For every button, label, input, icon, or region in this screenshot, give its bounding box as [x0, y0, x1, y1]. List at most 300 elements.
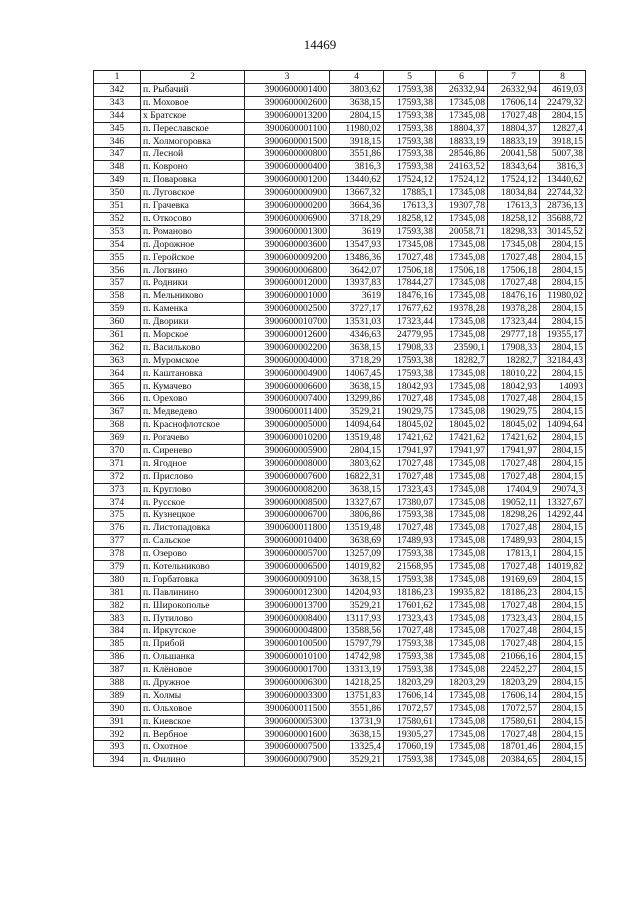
- table-row: [94, 303, 586, 316]
- cell-value-8: 2804,15: [540, 663, 586, 676]
- cell-code: 3900600012600: [245, 328, 330, 341]
- cell-value-5: 17506,18: [384, 264, 436, 277]
- cell-row-number: 367: [94, 406, 141, 419]
- cell-value-7: 17524,12: [488, 174, 540, 187]
- cell-value-8: 2804,15: [540, 470, 586, 483]
- cell-value-4: 13117,93: [330, 612, 384, 625]
- cell-settlement-name: п. Каштановка: [141, 367, 245, 380]
- cell-settlement-name: п. Каменка: [141, 303, 245, 316]
- cell-row-number: 393: [94, 741, 141, 754]
- cell-value-6: 17345,08: [436, 457, 488, 470]
- cell-value-5: 18042,93: [384, 380, 436, 393]
- cell-settlement-name: п. Орехово: [141, 393, 245, 406]
- table-row: [94, 599, 586, 612]
- cell-value-8: 2804,15: [540, 406, 586, 419]
- cell-settlement-name: п. Русское: [141, 496, 245, 509]
- table-row: [94, 264, 586, 277]
- cell-value-4: 14742,98: [330, 651, 384, 664]
- cell-row-number: 355: [94, 251, 141, 264]
- cell-value-8: 2804,15: [540, 651, 586, 664]
- cell-value-4: 3638,15: [330, 96, 384, 109]
- cell-value-6: 17345,08: [436, 483, 488, 496]
- table-body: [94, 83, 586, 766]
- cell-value-5: 17593,38: [384, 663, 436, 676]
- cell-settlement-name: п. Логвино: [141, 264, 245, 277]
- cell-value-4: 4346,63: [330, 328, 384, 341]
- cell-value-5: 17345,08: [384, 238, 436, 251]
- cell-row-number: 344: [94, 109, 141, 122]
- cell-settlement-name: п. Павлинино: [141, 586, 245, 599]
- cell-value-5: 17941,97: [384, 444, 436, 457]
- cell-code: 3900600011400: [245, 406, 330, 419]
- cell-settlement-name: п. Широкополье: [141, 599, 245, 612]
- table-row: [94, 638, 586, 651]
- cell-value-7: 17580,61: [488, 715, 540, 728]
- cell-value-4: 3727,17: [330, 303, 384, 316]
- cell-code: 3900600009100: [245, 573, 330, 586]
- cell-value-5: 17601,62: [384, 599, 436, 612]
- cell-value-4: 14019,82: [330, 560, 384, 573]
- cell-code: 3900600005700: [245, 547, 330, 560]
- cell-value-8: 14019,82: [540, 560, 586, 573]
- cell-value-7: 17027,48: [488, 599, 540, 612]
- cell-row-number: 352: [94, 212, 141, 225]
- cell-code: 3900600006900: [245, 212, 330, 225]
- cell-value-8: 14093: [540, 380, 586, 393]
- cell-value-7: 18186,23: [488, 586, 540, 599]
- cell-value-8: 2804,15: [540, 341, 586, 354]
- cell-value-5: 17060,19: [384, 741, 436, 754]
- cell-code: 3900600008400: [245, 612, 330, 625]
- cell-row-number: 361: [94, 328, 141, 341]
- cell-value-8: 2804,15: [540, 547, 586, 560]
- cell-value-7: 19169,69: [488, 573, 540, 586]
- table-row: [94, 367, 586, 380]
- cell-settlement-name: п. Вербное: [141, 728, 245, 741]
- cell-value-4: 3664,36: [330, 199, 384, 212]
- cell-row-number: 348: [94, 161, 141, 174]
- cell-value-4: 14204,93: [330, 586, 384, 599]
- cell-settlement-name: п. Геройское: [141, 251, 245, 264]
- cell-value-8: 2804,15: [540, 586, 586, 599]
- cell-value-4: 13519,48: [330, 522, 384, 535]
- cell-value-8: 2804,15: [540, 238, 586, 251]
- cell-row-number: 391: [94, 715, 141, 728]
- cell-settlement-name: п. Кузнецкое: [141, 509, 245, 522]
- page-number: 14469: [303, 37, 337, 52]
- table-row: [94, 199, 586, 212]
- cell-value-8: 2804,15: [540, 277, 586, 290]
- cell-code: 3900600005000: [245, 419, 330, 432]
- cell-settlement-name: п. Клёновое: [141, 663, 245, 676]
- cell-value-4: 16822,31: [330, 470, 384, 483]
- cell-value-6: 17345,08: [436, 393, 488, 406]
- cell-settlement-name: п. Медведево: [141, 406, 245, 419]
- cell-code: 3900600003300: [245, 689, 330, 702]
- cell-row-number: 353: [94, 225, 141, 238]
- cell-row-number: 387: [94, 663, 141, 676]
- cell-settlement-name: п. Кумачево: [141, 380, 245, 393]
- cell-value-7: 17506,18: [488, 264, 540, 277]
- cell-settlement-name: п. Рогачево: [141, 431, 245, 444]
- cell-settlement-name: п. Филино: [141, 754, 245, 767]
- cell-code: 3900600013200: [245, 109, 330, 122]
- cell-value-7: 20041,58: [488, 148, 540, 161]
- cell-value-8: 19355,17: [540, 328, 586, 341]
- cell-value-6: 17345,08: [436, 741, 488, 754]
- cell-row-number: 343: [94, 96, 141, 109]
- table-row: [94, 509, 586, 522]
- data-table: [93, 70, 586, 767]
- table-row: [94, 212, 586, 225]
- cell-settlement-name: п. Сиренево: [141, 444, 245, 457]
- cell-row-number: 342: [94, 83, 141, 96]
- cell-value-6: 17345,08: [436, 638, 488, 651]
- cell-settlement-name: п. Котельниково: [141, 560, 245, 573]
- cell-code: 3900600005900: [245, 444, 330, 457]
- cell-value-6: 17345,08: [436, 599, 488, 612]
- cell-settlement-name: п. Луговское: [141, 187, 245, 200]
- cell-value-7: 18042,93: [488, 380, 540, 393]
- cell-code: 3900600011800: [245, 522, 330, 535]
- cell-value-4: 3619: [330, 225, 384, 238]
- cell-settlement-name: п. Откосово: [141, 212, 245, 225]
- cell-settlement-name: п. Сальское: [141, 535, 245, 548]
- cell-value-6: 17345,08: [436, 547, 488, 560]
- table-row: [94, 457, 586, 470]
- cell-row-number: 345: [94, 122, 141, 135]
- cell-row-number: 377: [94, 535, 141, 548]
- cell-value-6: 17345,08: [436, 702, 488, 715]
- cell-row-number: 347: [94, 148, 141, 161]
- cell-value-8: 35688,72: [540, 212, 586, 225]
- cell-value-7: 18258,12: [488, 212, 540, 225]
- cell-value-5: 17027,48: [384, 625, 436, 638]
- cell-value-5: 19029,75: [384, 406, 436, 419]
- cell-code: 3900600001700: [245, 663, 330, 676]
- cell-value-6: 17345,08: [436, 651, 488, 664]
- cell-value-7: 19029,75: [488, 406, 540, 419]
- cell-value-6: 18045,02: [436, 419, 488, 432]
- cell-value-6: 18804,37: [436, 122, 488, 135]
- table-row: [94, 444, 586, 457]
- cell-value-4: 3638,69: [330, 535, 384, 548]
- cell-value-8: 2804,15: [540, 109, 586, 122]
- cell-row-number: 354: [94, 238, 141, 251]
- cell-settlement-name: п. Дружное: [141, 676, 245, 689]
- cell-value-5: 19305,27: [384, 728, 436, 741]
- table-row: [94, 122, 586, 135]
- cell-value-8: 22479,32: [540, 96, 586, 109]
- cell-value-7: 17027,48: [488, 522, 540, 535]
- cell-value-5: 24779,95: [384, 328, 436, 341]
- cell-value-7: 18343,64: [488, 161, 540, 174]
- cell-value-6: 17345,08: [436, 212, 488, 225]
- cell-value-6: 17345,08: [436, 625, 488, 638]
- table-row: [94, 83, 586, 96]
- cell-row-number: 351: [94, 199, 141, 212]
- cell-code: 3900600005300: [245, 715, 330, 728]
- cell-value-6: 17345,08: [436, 522, 488, 535]
- cell-value-5: 17027,48: [384, 470, 436, 483]
- cell-value-7: 26332,94: [488, 83, 540, 96]
- cell-row-number: 349: [94, 174, 141, 187]
- cell-value-4: 3638,15: [330, 573, 384, 586]
- table-row: [94, 393, 586, 406]
- table-row: [94, 689, 586, 702]
- table-header-row: [94, 71, 586, 84]
- cell-settlement-name: п. Ковроно: [141, 161, 245, 174]
- table-row: [94, 741, 586, 754]
- cell-value-7: 18701,46: [488, 741, 540, 754]
- table-row: [94, 174, 586, 187]
- cell-row-number: 383: [94, 612, 141, 625]
- cell-value-6: 17506,18: [436, 264, 488, 277]
- cell-row-number: 376: [94, 522, 141, 535]
- cell-value-4: 3619: [330, 290, 384, 303]
- cell-code: 3900600010400: [245, 535, 330, 548]
- cell-value-7: 17613,3: [488, 199, 540, 212]
- cell-value-5: 17323,44: [384, 315, 436, 328]
- cell-value-4: 3718,29: [330, 354, 384, 367]
- cell-value-5: 17027,48: [384, 522, 436, 535]
- cell-value-4: 13588,56: [330, 625, 384, 638]
- cell-row-number: 346: [94, 135, 141, 148]
- column-header-2: 2: [141, 71, 245, 84]
- cell-row-number: 394: [94, 754, 141, 767]
- cell-value-5: 17593,38: [384, 109, 436, 122]
- cell-value-4: 3806,86: [330, 509, 384, 522]
- cell-value-8: 12827,4: [540, 122, 586, 135]
- cell-code: 3900600010200: [245, 431, 330, 444]
- cell-settlement-name: п. Листопадовка: [141, 522, 245, 535]
- table-row: [94, 535, 586, 548]
- table-row: [94, 161, 586, 174]
- cell-value-8: 2804,15: [540, 728, 586, 741]
- cell-value-5: 17593,38: [384, 547, 436, 560]
- cell-value-8: 14094,64: [540, 419, 586, 432]
- cell-value-7: 18833,19: [488, 135, 540, 148]
- table-row: [94, 676, 586, 689]
- cell-value-5: 17885,1: [384, 187, 436, 200]
- cell-value-6: 17345,08: [436, 535, 488, 548]
- cell-value-7: 17404,9: [488, 483, 540, 496]
- column-header-5: 5: [384, 71, 436, 84]
- table-row: [94, 341, 586, 354]
- table-row: [94, 277, 586, 290]
- cell-code: 3900600001500: [245, 135, 330, 148]
- cell-value-8: 2804,15: [540, 444, 586, 457]
- cell-settlement-name: п. Родники: [141, 277, 245, 290]
- cell-value-5: 17489,93: [384, 535, 436, 548]
- cell-value-5: 17027,48: [384, 251, 436, 264]
- table-row: [94, 754, 586, 767]
- cell-value-7: 17027,48: [488, 470, 540, 483]
- cell-settlement-name: п. Переславское: [141, 122, 245, 135]
- cell-code: 3900600012300: [245, 586, 330, 599]
- table-row: [94, 560, 586, 573]
- cell-value-8: 32184,43: [540, 354, 586, 367]
- cell-value-7: 17323,43: [488, 612, 540, 625]
- cell-value-8: 2804,15: [540, 393, 586, 406]
- cell-value-8: 2804,15: [540, 251, 586, 264]
- cell-settlement-name: п. Краснофлотское: [141, 419, 245, 432]
- cell-row-number: 350: [94, 187, 141, 200]
- table-row: [94, 522, 586, 535]
- cell-code: 3900600007500: [245, 741, 330, 754]
- cell-value-7: 17027,48: [488, 625, 540, 638]
- cell-value-6: 17345,08: [436, 509, 488, 522]
- cell-value-8: 14292,44: [540, 509, 586, 522]
- cell-code: 3900600010700: [245, 315, 330, 328]
- cell-value-6: 28546,86: [436, 148, 488, 161]
- cell-value-6: 17345,08: [436, 251, 488, 264]
- cell-value-6: 20058,71: [436, 225, 488, 238]
- cell-value-7: 20384,65: [488, 754, 540, 767]
- cell-value-7: 19378,28: [488, 303, 540, 316]
- cell-row-number: 359: [94, 303, 141, 316]
- cell-value-8: 13440,62: [540, 174, 586, 187]
- cell-settlement-name: п. Горбатовка: [141, 573, 245, 586]
- cell-value-7: 17027,48: [488, 277, 540, 290]
- cell-value-5: 18203,29: [384, 676, 436, 689]
- cell-value-5: 17844,27: [384, 277, 436, 290]
- cell-value-5: 17593,38: [384, 161, 436, 174]
- cell-value-4: 14067,45: [330, 367, 384, 380]
- cell-row-number: 380: [94, 573, 141, 586]
- table-row: [94, 547, 586, 560]
- table-row: [94, 470, 586, 483]
- cell-value-6: 23590,1: [436, 341, 488, 354]
- cell-row-number: 366: [94, 393, 141, 406]
- cell-code: 3900600002500: [245, 303, 330, 316]
- cell-value-4: 13327,67: [330, 496, 384, 509]
- cell-value-6: 18203,29: [436, 676, 488, 689]
- cell-settlement-name: х Братское: [141, 109, 245, 122]
- cell-value-6: 17345,08: [436, 406, 488, 419]
- cell-value-7: 18282,7: [488, 354, 540, 367]
- cell-value-5: 17593,38: [384, 367, 436, 380]
- cell-value-8: 2804,15: [540, 638, 586, 651]
- table-row: [94, 651, 586, 664]
- table-row: [94, 187, 586, 200]
- cell-value-8: 4619,03: [540, 83, 586, 96]
- cell-value-6: 17345,08: [436, 380, 488, 393]
- cell-settlement-name: п. Муромское: [141, 354, 245, 367]
- cell-value-5: 17606,14: [384, 689, 436, 702]
- cell-value-6: 18833,19: [436, 135, 488, 148]
- table-row: [94, 612, 586, 625]
- table-row: [94, 625, 586, 638]
- cell-value-4: 13731,9: [330, 715, 384, 728]
- cell-value-7: 18476,16: [488, 290, 540, 303]
- cell-value-4: 13325,4: [330, 741, 384, 754]
- cell-value-5: 17593,38: [384, 122, 436, 135]
- cell-value-7: 17606,14: [488, 96, 540, 109]
- cell-code: 3900600001100: [245, 122, 330, 135]
- table-row: [94, 109, 586, 122]
- cell-value-8: 2804,15: [540, 431, 586, 444]
- cell-settlement-name: п. Ягодное: [141, 457, 245, 470]
- table-row: [94, 251, 586, 264]
- table-row: [94, 715, 586, 728]
- cell-value-5: 17593,38: [384, 148, 436, 161]
- cell-value-6: 17941,97: [436, 444, 488, 457]
- cell-value-6: 26332,94: [436, 83, 488, 96]
- cell-value-8: 2804,15: [540, 535, 586, 548]
- cell-value-6: 17524,12: [436, 174, 488, 187]
- cell-value-7: 17027,48: [488, 638, 540, 651]
- cell-code: 3900600006300: [245, 676, 330, 689]
- cell-value-8: 2804,15: [540, 264, 586, 277]
- cell-code: 3900600012000: [245, 277, 330, 290]
- cell-settlement-name: п. Иркутское: [141, 625, 245, 638]
- cell-row-number: 368: [94, 419, 141, 432]
- cell-value-7: 19052,11: [488, 496, 540, 509]
- cell-value-8: 2804,15: [540, 612, 586, 625]
- cell-value-4: 3638,15: [330, 380, 384, 393]
- cell-value-4: 3638,15: [330, 341, 384, 354]
- table-row: [94, 135, 586, 148]
- cell-value-7: 21066,16: [488, 651, 540, 664]
- cell-value-4: 2804,15: [330, 109, 384, 122]
- cell-row-number: 379: [94, 560, 141, 573]
- cell-value-5: 17072,57: [384, 702, 436, 715]
- cell-value-5: 17593,38: [384, 638, 436, 651]
- cell-value-5: 17593,38: [384, 354, 436, 367]
- cell-value-6: 17345,08: [436, 315, 488, 328]
- cell-value-7: 22452,27: [488, 663, 540, 676]
- table-row: [94, 148, 586, 161]
- cell-row-number: 358: [94, 290, 141, 303]
- cell-code: 3900600100500: [245, 638, 330, 651]
- cell-value-6: 24163,52: [436, 161, 488, 174]
- cell-value-8: 2804,15: [540, 625, 586, 638]
- cell-value-7: 18203,29: [488, 676, 540, 689]
- cell-value-4: 13667,32: [330, 187, 384, 200]
- cell-value-4: 3529,21: [330, 406, 384, 419]
- column-header-1: 1: [94, 71, 141, 84]
- table-row: [94, 290, 586, 303]
- cell-row-number: 381: [94, 586, 141, 599]
- cell-value-8: 2804,15: [540, 367, 586, 380]
- table-row: [94, 586, 586, 599]
- cell-settlement-name: п. Прибой: [141, 638, 245, 651]
- cell-code: 3900600001600: [245, 728, 330, 741]
- cell-value-7: 29777,18: [488, 328, 540, 341]
- cell-value-8: 2804,15: [540, 315, 586, 328]
- cell-value-8: 2804,15: [540, 457, 586, 470]
- cell-settlement-name: п. Поваровка: [141, 174, 245, 187]
- cell-row-number: 382: [94, 599, 141, 612]
- cell-code: 3900600006600: [245, 380, 330, 393]
- cell-value-4: 13486,36: [330, 251, 384, 264]
- cell-value-8: 2804,15: [540, 754, 586, 767]
- cell-settlement-name: п. Васильково: [141, 341, 245, 354]
- cell-settlement-name: п. Дорожное: [141, 238, 245, 251]
- cell-settlement-name: п. Холмы: [141, 689, 245, 702]
- cell-code: 3900600000200: [245, 199, 330, 212]
- cell-value-8: 28736,13: [540, 199, 586, 212]
- cell-value-6: 17345,08: [436, 187, 488, 200]
- cell-value-8: 13327,67: [540, 496, 586, 509]
- cell-value-4: 11980,02: [330, 122, 384, 135]
- cell-row-number: 386: [94, 651, 141, 664]
- cell-value-5: 17580,61: [384, 715, 436, 728]
- table-row: [94, 238, 586, 251]
- cell-row-number: 388: [94, 676, 141, 689]
- cell-settlement-name: п. Ольховое: [141, 702, 245, 715]
